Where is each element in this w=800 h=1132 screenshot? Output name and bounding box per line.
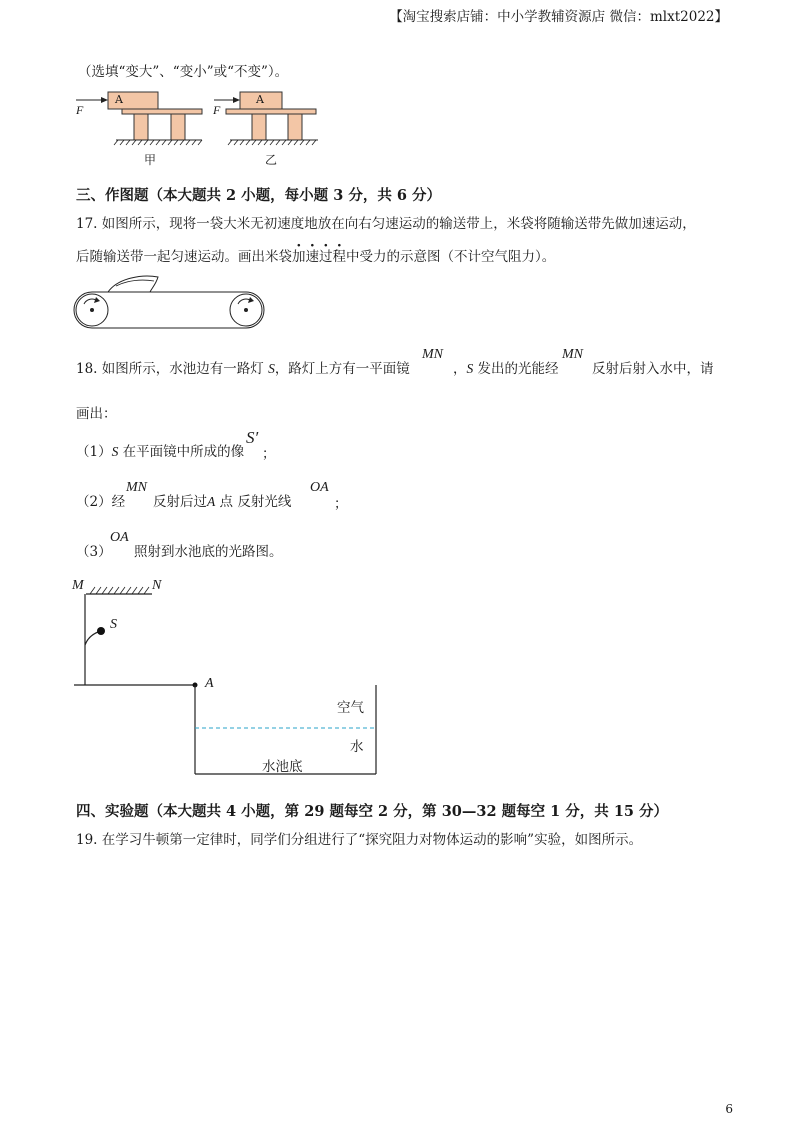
shop-banner: 【淘宝搜索店铺：中小学教辅资源店 微信：mlxt2022】 [389, 9, 728, 25]
figure-jia-caption: 甲 [144, 153, 157, 167]
section4-title: 四、实验题（本大题共 4 小题，第 29 题每空 2 分，第 30—32 题每空 1 分，共 15 分） [76, 803, 669, 820]
section3-title: 三、作图题（本大题共 2 小题，每小题 3 分，共 6 分） [76, 187, 442, 204]
fig-label-n: N [152, 578, 162, 593]
q18-sub1-text: 在平面镜中所成的像 [118, 444, 245, 460]
q18-line1-b: ，路灯上方有一平面镜 [274, 361, 410, 377]
q17-dotted-emphasis [292, 249, 346, 265]
fig-label-s: S [110, 617, 117, 632]
fig-label-water: 水 [350, 739, 364, 755]
figure-jia [70, 86, 210, 166]
q18-line1 [76, 360, 410, 378]
emphasis-char: 过 [319, 249, 333, 265]
q18-sub1-end: ； [262, 446, 276, 462]
q17-dotted-text [292, 249, 346, 265]
q18-sub1-num: （1） [76, 444, 112, 460]
q18-sub3-oa: OA [110, 530, 129, 545]
q18-sub3-text: 照射到水池底的光路图。 [134, 544, 283, 560]
q18-line1-mid [453, 360, 559, 378]
emphasis-char: 加 [292, 249, 306, 265]
figure-yi-caption: 乙 [265, 153, 278, 167]
q17-line2-a: 后随输送带一起匀速运动。画出米袋 [76, 249, 292, 265]
q16-options-text: （选填“变大”、“变小”或“不变”）。 [78, 64, 289, 80]
conveyor-belt-figure [70, 272, 280, 334]
q17-line2-b: 中受力的示意图（不计空气阻力）。 [346, 249, 556, 265]
q18-sub2-text: 反射后过 [153, 494, 207, 510]
q18-s-2: S [466, 361, 474, 376]
figure-jia-block-label: A [115, 93, 123, 106]
q18-mirror-label-1: MN [422, 347, 443, 362]
q18-sub2 [76, 493, 125, 511]
q18-sub2-rest [153, 493, 291, 511]
q18-sub1-image-symbol: S′ [246, 428, 259, 447]
q18-sub2-point-a: A [207, 494, 216, 509]
figure-yi [208, 86, 348, 166]
emphasis-char: 速 [305, 249, 319, 265]
page-number: 6 [725, 1102, 733, 1116]
fig-label-a: A [205, 676, 214, 691]
q18-sub1-s: S [111, 444, 119, 459]
q17-line1: 17. 如图所示，现将一袋大米无初速度地放在向右匀速运动的输送带上，米袋将随输送带先做加速运动， [76, 216, 696, 232]
q18-line2: 画出： [76, 406, 117, 422]
fig-label-pool-bottom: 水池底 [262, 759, 303, 775]
pool-optics-figure [70, 575, 390, 785]
fig-label-air: 空气 [337, 700, 364, 716]
figure-yi-block-label: A [256, 93, 264, 106]
q18-sub1 [76, 443, 244, 461]
q18-sub2-oa: OA [310, 480, 329, 495]
q18-line1-c: ， [453, 361, 467, 377]
figure-jia-force-label: F [76, 103, 84, 117]
fig-label-m: M [72, 578, 84, 593]
emphasis-char: 程 [332, 249, 346, 265]
q18-sub2-num: （2）经 [76, 494, 126, 510]
q18-s-1: S [268, 361, 275, 376]
q19-text: 19. 在学习牛顿第一定律时，同学们分组进行了“探究阻力对物体运动的影响”实验，如图所示。 [76, 832, 643, 848]
q17-line2 [76, 248, 555, 266]
q18-sub2-text2: 点 反射光线 [215, 494, 292, 510]
q18-sub2-end: ； [334, 496, 348, 512]
q18-sub3-num: （3） [76, 544, 112, 560]
q18-line1-d: 发出的光能经 [473, 361, 559, 377]
q18-sub2-mirror: MN [126, 480, 147, 495]
q18-line1-a: 18. 如图所示，水池边有一路灯 [76, 361, 269, 377]
q18-mirror-label-2: MN [562, 347, 583, 362]
figure-yi-force-label: F [213, 103, 221, 117]
q18-line1-e: 反射后射入水中，请 [592, 361, 714, 377]
